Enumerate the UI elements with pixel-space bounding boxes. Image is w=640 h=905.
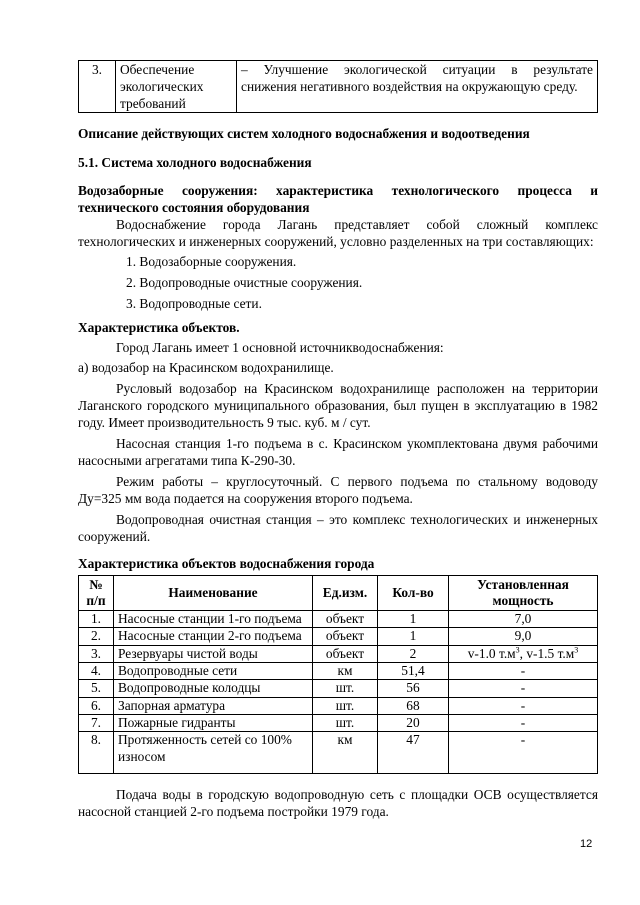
page-content: [78, 60, 598, 820]
row-description-line2: снижения негативного воздействия на окружающую среду.: [241, 79, 578, 95]
table-row: [79, 645, 598, 662]
list-item: 3. Водопроводные сети.: [126, 295, 262, 311]
intro-paragraph: Водоснабжение города Лагань представляет собой сложный комплекс технологических и инженерных сооружений, условно разделенных на три составляющих:: [78, 216, 598, 249]
cell-unit: объект: [313, 628, 378, 645]
row-description-line1: – Улучшение экологической ситуации в результате: [241, 62, 593, 77]
power-superscript: 3: [574, 645, 579, 655]
cell-power: -: [449, 680, 598, 697]
list-item: 2. Водопроводные очистные сооружения.: [126, 274, 363, 290]
objects-heading: Характеристика объектов.: [78, 319, 240, 335]
cell-power: -: [449, 732, 598, 774]
cell-power: 7,0: [449, 610, 598, 627]
cell-num: 8.: [79, 732, 114, 774]
intake-paragraph: Русловый водозабор на Красинском водохранилище расположен на территории Лаганского городского муниципального образования, был пущен в эксплуатацию в 1982 году. Имеет производительность 9 тыс. куб. м / сут.: [78, 380, 598, 430]
cell-qty: 56: [378, 680, 449, 697]
cell-num: 6.: [79, 697, 114, 714]
row-name: Обеспечение экологических требований: [116, 61, 237, 113]
intake-heading-line2: технического состояния оборудования: [78, 199, 310, 215]
cell-name: Протяженность сетей со 100% износом: [114, 732, 313, 774]
cell-power: -: [449, 697, 598, 714]
cell-num: 3.: [79, 645, 114, 662]
cell-name: Запорная арматура: [114, 697, 313, 714]
cell-qty: 51,4: [378, 663, 449, 680]
cell-name: Насосные станции 1-го подъема: [114, 610, 313, 627]
water-objects-table: [78, 575, 598, 775]
table-row: [79, 610, 598, 627]
row-description: [237, 61, 598, 113]
cell-qty: 47: [378, 732, 449, 774]
cell-unit: объект: [313, 645, 378, 662]
cell-unit: шт.: [313, 715, 378, 732]
power-part: v-1.0 т.м: [467, 645, 516, 661]
list-item: 1. Водозаборные сооружения.: [126, 253, 297, 269]
main-heading: Описание действующих систем холодного водоснабжения и водоотведения: [78, 126, 530, 142]
cell-power: -: [449, 663, 598, 680]
row-number: 3.: [79, 61, 116, 113]
cell-num: 4.: [79, 663, 114, 680]
header-unit: Ед.изм.: [313, 575, 378, 610]
cell-name: Пожарные гидранты: [114, 715, 313, 732]
source-paragraph: Город Лагань имеет 1 основной источникводоснабжения:: [116, 339, 444, 355]
table-header-row: [79, 575, 598, 610]
mode-paragraph: Режим работы – круглосуточный. С первого подъема по стальному водоводу Ду=325 мм вода подается на сооружения второго подъема.: [78, 473, 598, 506]
table-row: [79, 61, 598, 113]
source-item: а) водозабор на Красинском водохранилище.: [78, 359, 334, 375]
cell-unit: км: [313, 732, 378, 774]
components-list: [78, 253, 598, 312]
section-heading: 5.1. Система холодного водоснабжения: [78, 155, 312, 171]
table-row: [79, 680, 598, 697]
cell-name: Насосные станции 2-го подъема: [114, 628, 313, 645]
table-row: [79, 628, 598, 645]
header-qty: Кол-во: [378, 575, 449, 610]
cell-qty: 1: [378, 628, 449, 645]
cell-unit: шт.: [313, 680, 378, 697]
cell-qty: 2: [378, 645, 449, 662]
header-num: № п/п: [79, 575, 114, 610]
table-row: [79, 715, 598, 732]
cell-name: Водопроводные колодцы: [114, 680, 313, 697]
cell-power: [449, 645, 598, 662]
cell-num: 2.: [79, 628, 114, 645]
cell-name: Резервуары чистой воды: [114, 645, 313, 662]
goals-table: [78, 60, 598, 113]
intake-heading-line1: Водозаборные сооружения: характеристика технологического процесса и: [78, 182, 598, 198]
header-name: Наименование: [114, 575, 313, 610]
cell-qty: 20: [378, 715, 449, 732]
cell-qty: 1: [378, 610, 449, 627]
cell-power: -: [449, 715, 598, 732]
table-row: [79, 663, 598, 680]
cell-unit: объект: [313, 610, 378, 627]
cell-num: 5.: [79, 680, 114, 697]
plant-paragraph: Водопроводная очистная станция – это комплекс технологических и инженерных сооружений.: [78, 511, 598, 544]
cell-num: 7.: [79, 715, 114, 732]
final-paragraph: Подача воды в городскую водопроводную сеть с площадки ОСВ осуществляется насосной станцией 2-го подъема постройки 1979 года.: [78, 787, 598, 820]
pump-paragraph: Насосная станция 1-го подъема в с. Красинском укомплектована двумя рабочими насосными агрегатами типа К-290-30.: [78, 435, 598, 468]
cell-power: 9,0: [449, 628, 598, 645]
cell-num: 1.: [79, 610, 114, 627]
table-heading: Характеристика объектов водоснабжения города: [78, 555, 375, 571]
power-superscript: 3: [515, 645, 520, 655]
cell-qty: 68: [378, 697, 449, 714]
table-row: [79, 697, 598, 714]
page-number: 12: [580, 838, 593, 850]
table-row: [79, 732, 598, 774]
cell-unit: шт.: [313, 697, 378, 714]
cell-unit: км: [313, 663, 378, 680]
header-power: Установленная мощность: [449, 575, 598, 610]
cell-name: Водопроводные сети: [114, 663, 313, 680]
power-part: , v-1.5 т.м: [519, 645, 575, 661]
